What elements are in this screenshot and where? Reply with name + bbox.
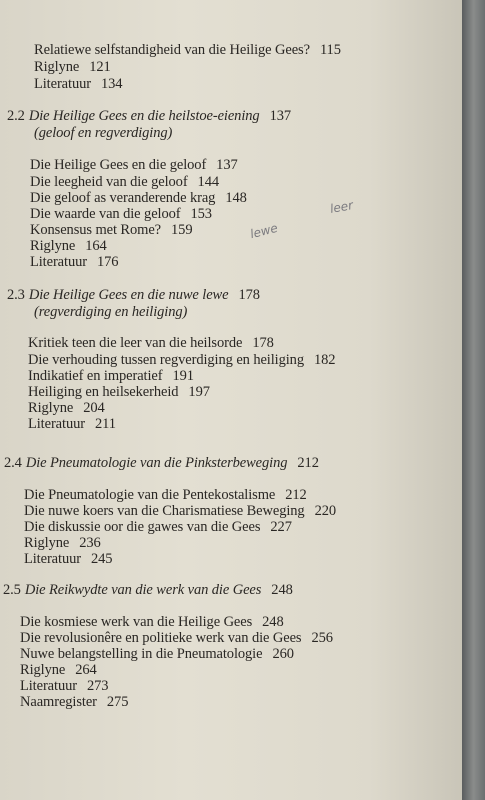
toc-entry <box>28 416 116 432</box>
section-subtitle: (geloof en regverdiging) <box>34 125 173 141</box>
toc-entry <box>20 678 108 694</box>
entry-page: 153 <box>190 206 212 222</box>
section-page: 178 <box>238 287 260 303</box>
toc-entry <box>30 190 247 206</box>
section-number: 2.4 <box>4 455 22 471</box>
entry-page: 273 <box>86 678 109 694</box>
section-page: 137 <box>269 108 292 124</box>
entry-page: 144 <box>197 174 219 190</box>
toc-entry <box>30 222 192 238</box>
section-number: 2.2 <box>7 108 25 124</box>
entry-title: Literatuur <box>20 678 77 694</box>
section-number: 2.5 <box>3 582 21 598</box>
toc-entry <box>24 487 307 503</box>
entry-page: 182 <box>313 352 336 368</box>
entry-title: Naamregister <box>20 694 97 710</box>
toc-entry <box>30 206 212 222</box>
entry-title: Die geloof as veranderende krag <box>30 190 216 206</box>
entry-page: 121 <box>89 59 111 75</box>
entry-title: Die revolusionêre en politieke werk van die Gees <box>20 630 302 646</box>
section-title: Die Pneumatologie van die Pinksterbeweging <box>25 455 288 471</box>
toc-entry <box>30 157 238 173</box>
entry-page: 211 <box>94 416 116 432</box>
entry-title: Relatiewe selfstandigheid van die Heilige Gees? <box>34 42 310 58</box>
entry-title: Die Heilige Gees en die geloof <box>30 157 207 173</box>
entry-title: Literatuur <box>28 416 85 432</box>
entry-page: 220 <box>314 503 337 519</box>
handwritten-note: leer <box>328 198 355 216</box>
section-page: 212 <box>297 455 319 471</box>
entry-title: Literatuur <box>30 254 87 270</box>
section-number: 2.3 <box>7 287 25 303</box>
section-heading <box>3 582 293 598</box>
section-heading <box>7 287 260 303</box>
toc-entry <box>20 694 128 710</box>
entry-page: 178 <box>252 335 274 351</box>
toc-entry <box>34 59 111 75</box>
toc-entry <box>28 368 194 384</box>
entry-title: Die nuwe koers van die Charismatiese Beweging <box>24 503 305 519</box>
section-title: Die Heilige Gees en die nuwe lewe <box>28 287 229 303</box>
entry-title: Riglyne <box>34 59 80 75</box>
section-title: Die Reikwydte van die werk van die Gees <box>24 582 262 598</box>
entry-title: Riglyne <box>28 400 74 416</box>
handwritten-note: lewe <box>248 220 280 242</box>
entry-title: Die waarde van die geloof <box>30 206 181 222</box>
toc-entry <box>20 662 97 678</box>
entry-page: 191 <box>172 368 194 384</box>
entry-page: 227 <box>270 519 292 535</box>
entry-title: Die kosmiese werk van die Heilige Gees <box>20 614 253 630</box>
section-heading <box>7 108 291 124</box>
entry-page: 137 <box>216 157 238 173</box>
entry-title: Riglyne <box>24 535 70 551</box>
entry-title: Konsensus met Rome? <box>30 222 162 238</box>
toc-entry <box>24 535 101 551</box>
entry-title: Indikatief en imperatief <box>28 368 163 384</box>
entry-page: 260 <box>272 646 294 662</box>
toc-entry <box>28 352 335 368</box>
entry-page: 164 <box>85 238 107 254</box>
entry-title: Die Pneumatologie van die Pentekostalisme <box>24 487 276 503</box>
entry-page: 275 <box>106 694 129 710</box>
entry-page: 115 <box>319 42 341 58</box>
toc-entry <box>24 503 336 519</box>
toc-entry <box>30 254 118 270</box>
toc-entry <box>30 238 107 254</box>
entry-title: Heiliging en heilsekerheid <box>28 384 179 400</box>
section-page: 248 <box>271 582 293 598</box>
toc-entry <box>20 646 294 662</box>
entry-page: 148 <box>225 190 247 206</box>
entry-title: Nuwe belangstelling in die Pneumatologie <box>20 646 263 662</box>
entry-page: 245 <box>90 551 113 567</box>
entry-page: 204 <box>83 400 105 416</box>
toc-entry <box>34 42 341 58</box>
entry-page: 256 <box>311 630 333 646</box>
entry-page: 134 <box>100 76 123 92</box>
entry-title: Literatuur <box>34 76 91 92</box>
entry-title: Riglyne <box>30 238 76 254</box>
toc-entry <box>28 400 105 416</box>
entry-title: Riglyne <box>20 662 66 678</box>
section-heading <box>4 455 319 471</box>
toc-entry <box>20 614 284 630</box>
entry-page: 264 <box>75 662 97 678</box>
entry-page: 236 <box>79 535 101 551</box>
toc-entry <box>20 630 333 646</box>
entry-title: Kritiek teen die leer van die heilsorde <box>28 335 243 351</box>
entry-title: Die leegheid van die geloof <box>30 174 188 190</box>
book-spine <box>462 0 485 800</box>
section-subtitle: (regverdiging en heiliging) <box>34 304 188 320</box>
entry-title: Die diskussie oor die gawes van die Gees <box>24 519 261 535</box>
toc-entry <box>30 174 219 190</box>
entry-title: Die verhouding tussen regverdiging en heiliging <box>28 352 304 368</box>
entry-page: 176 <box>96 254 119 270</box>
entry-page: 248 <box>262 614 284 630</box>
entry-page: 197 <box>188 384 210 400</box>
toc-entry <box>34 76 122 92</box>
toc-entry <box>28 335 274 351</box>
toc-entry <box>28 384 210 400</box>
entry-title: Literatuur <box>24 551 81 567</box>
toc-entry <box>24 519 292 535</box>
entry-page: 212 <box>285 487 307 503</box>
toc-entry <box>24 551 112 567</box>
section-title: Die Heilige Gees en die heilstoe-eiening <box>28 108 260 124</box>
entry-page: 159 <box>171 222 193 238</box>
